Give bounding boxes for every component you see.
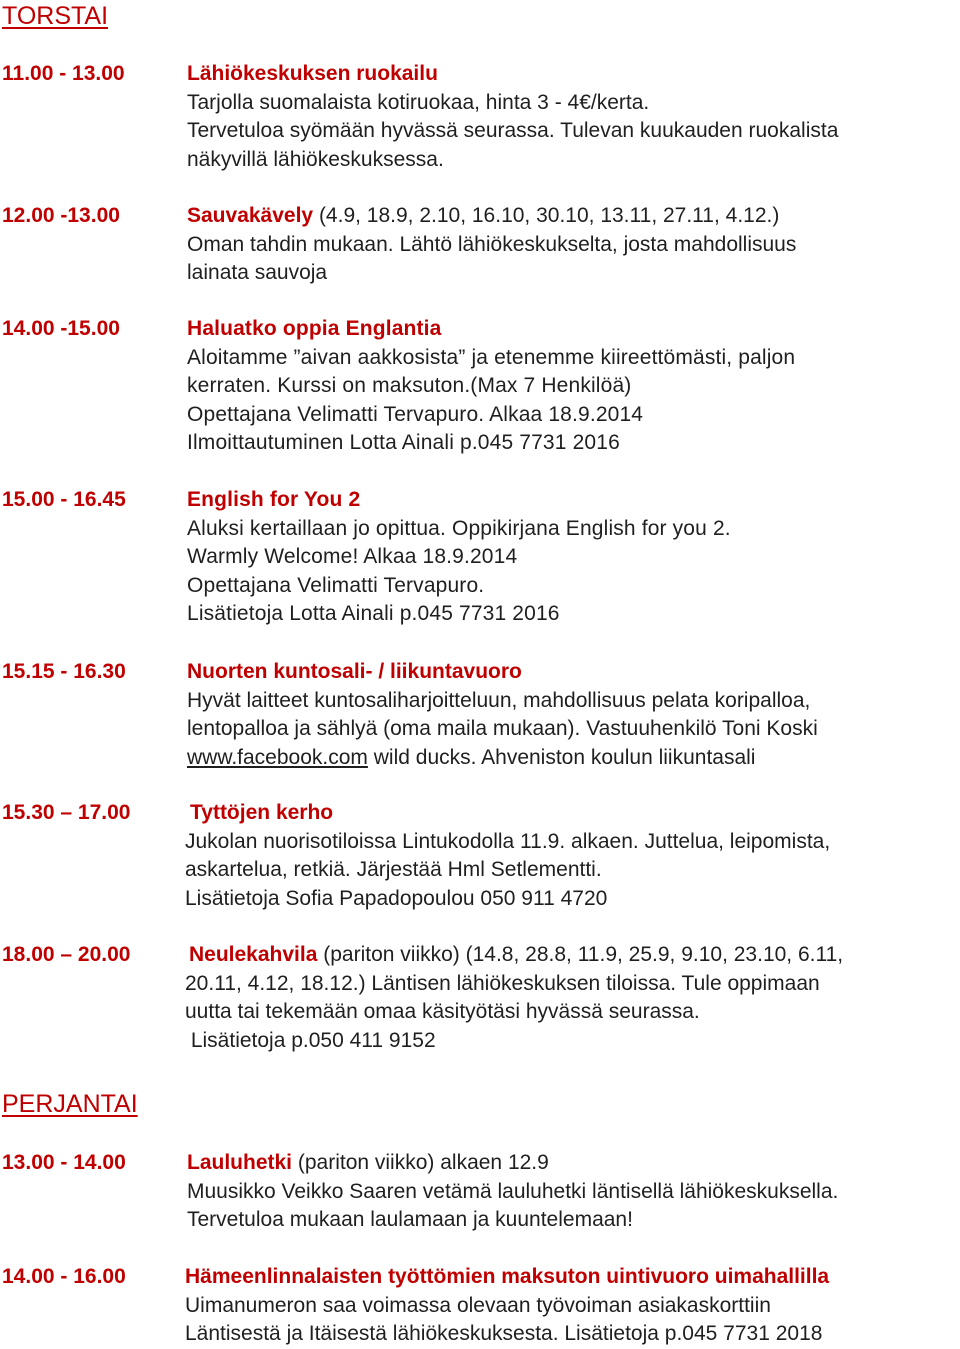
event-line: näkyvillä lähiökeskuksessa. xyxy=(187,147,444,171)
event-time: 14.00 -15.00 xyxy=(2,317,120,340)
event-body xyxy=(187,315,957,458)
event-line: Uimanumeron saa voimassa olevaan työvoiman asiakaskorttiin xyxy=(185,1293,771,1317)
event-time: 13.00 - 14.00 xyxy=(2,1151,126,1174)
event-line: Aloitamme ”aivan aakkosista” ja etenemme kiireettömästi, paljon xyxy=(187,345,796,369)
event-line: Muusikko Veikko Saaren vetämä lauluhetki läntisellä lähiökeskuksella. xyxy=(187,1179,839,1203)
event-title-suffix: (4.9, 18.9, 2.10, 16.10, 30.10, 13.11, 27.11, 4.12.) xyxy=(313,204,780,227)
event-line: Lisätietoja Sofia Papadopoulou 050 911 4720 xyxy=(185,886,608,910)
event-time: 11.00 - 13.00 xyxy=(2,62,125,85)
event-title: Lauluhetki xyxy=(187,1151,293,1174)
event-body xyxy=(185,799,955,913)
day-heading-thursday: TORSTAI xyxy=(2,2,109,30)
event-time: 15.15 - 16.30 xyxy=(2,660,126,683)
event-line: 20.11, 4.12, 18.12.) Läntisen lähiökeskuksen tiloissa. Tule oppimaan xyxy=(185,971,820,995)
event-line: Lisätietoja Lotta Ainali p.045 7731 2016 xyxy=(187,602,560,625)
event-line: Lisätietoja p.050 411 9152 xyxy=(185,1028,436,1052)
event-line: Tervetuloa mukaan laulamaan ja kuuntelemaan! xyxy=(187,1208,633,1231)
event-line: Hyvät laitteet kuntosaliharjoitteluun, mahdollisuus pelata koripalloa, xyxy=(187,688,811,712)
event-time: 18.00 – 20.00 xyxy=(2,943,131,966)
event-line: lainata sauvoja xyxy=(187,261,328,284)
event-body xyxy=(185,1263,955,1349)
event-title: Haluatko oppia Englantia xyxy=(187,317,442,340)
event-link-suffix: wild ducks. Ahveniston koulun liikuntasali xyxy=(367,745,756,769)
event-line: Jukolan nuorisotiloissa Lintukodolla 11.9. alkaen. Juttelua, leipomista, xyxy=(185,829,831,853)
event-line: askartelua, retkiä. Järjestää Hml Setlementti. xyxy=(185,858,602,881)
facebook-link[interactable]: www.facebook.com xyxy=(187,745,368,769)
event-title-line xyxy=(187,202,957,231)
event-title-suffix: (pariton viikko) alkaen 12.9 xyxy=(292,1151,549,1174)
event-line: Läntisestä ja Itäisestä lähiökeskuksesta. Lisätietoja p.045 7731 2018 xyxy=(185,1322,823,1345)
event-body xyxy=(187,1149,957,1235)
event-title-line xyxy=(187,1149,957,1178)
event-title: Sauvakävely xyxy=(187,204,314,227)
event-time: 15.00 - 16.45 xyxy=(2,488,126,511)
event-title: Lähiökeskuksen ruokailu xyxy=(187,62,438,85)
event-time: 14.00 - 16.00 xyxy=(2,1265,126,1288)
event-title: Tyttöjen kerho xyxy=(190,801,334,824)
event-time: 12.00 -13.00 xyxy=(2,204,120,227)
event-line: lentopalloa ja sählyä (oma maila mukaan). Vastuuhenkilö Toni Koski xyxy=(187,717,818,740)
event-line: kerraten. Kurssi on maksuton.(Max 7 Henkilöä) xyxy=(187,374,632,397)
event-body xyxy=(187,658,957,772)
event-line: Opettajana Velimatti Tervapuro. xyxy=(187,573,485,597)
event-body xyxy=(187,60,957,174)
event-line: Opettajana Velimatti Tervapuro. Alkaa 18.9.2014 xyxy=(187,402,644,426)
event-body xyxy=(185,941,955,1055)
event-line: Oman tahdin mukaan. Lähtö lähiökeskukselta, josta mahdollisuus xyxy=(187,232,797,256)
event-line: Tarjolla suomalaista kotiruokaa, hinta 3 - 4€/kerta. xyxy=(187,90,650,114)
event-title: Nuorten kuntosali- / liikuntavuoro xyxy=(187,660,522,683)
event-body xyxy=(187,202,957,288)
day-heading-friday: PERJANTAI xyxy=(2,1090,138,1118)
event-body xyxy=(187,486,957,629)
event-link-line xyxy=(187,744,957,773)
event-time: 15.30 – 17.00 xyxy=(2,801,131,824)
event-title-line xyxy=(185,941,955,970)
event-title: English for You 2 xyxy=(187,488,361,511)
event-line: uutta tai tekemään omaa käsityötäsi hyvässä seurassa. xyxy=(185,1000,700,1023)
event-line: Tervetuloa syömään hyvässä seurassa. Tulevan kuukauden ruokalista xyxy=(187,119,839,142)
event-title: Hämeenlinnalaisten työttömien maksuton uintivuoro uimahallilla xyxy=(185,1265,830,1288)
event-title-suffix: (pariton viikko) (14.8, 28.8, 11.9, 25.9, 9.10, 23.10, 6.11, xyxy=(317,943,844,966)
event-line: Ilmoittautuminen Lotta Ainali p.045 7731 2016 xyxy=(187,431,620,454)
event-line: Warmly Welcome! Alkaa 18.9.2014 xyxy=(187,545,518,568)
event-title: Neulekahvila xyxy=(189,943,318,966)
event-line: Aluksi kertaillaan jo opittua. Oppikirjana English for you 2. xyxy=(187,516,731,540)
